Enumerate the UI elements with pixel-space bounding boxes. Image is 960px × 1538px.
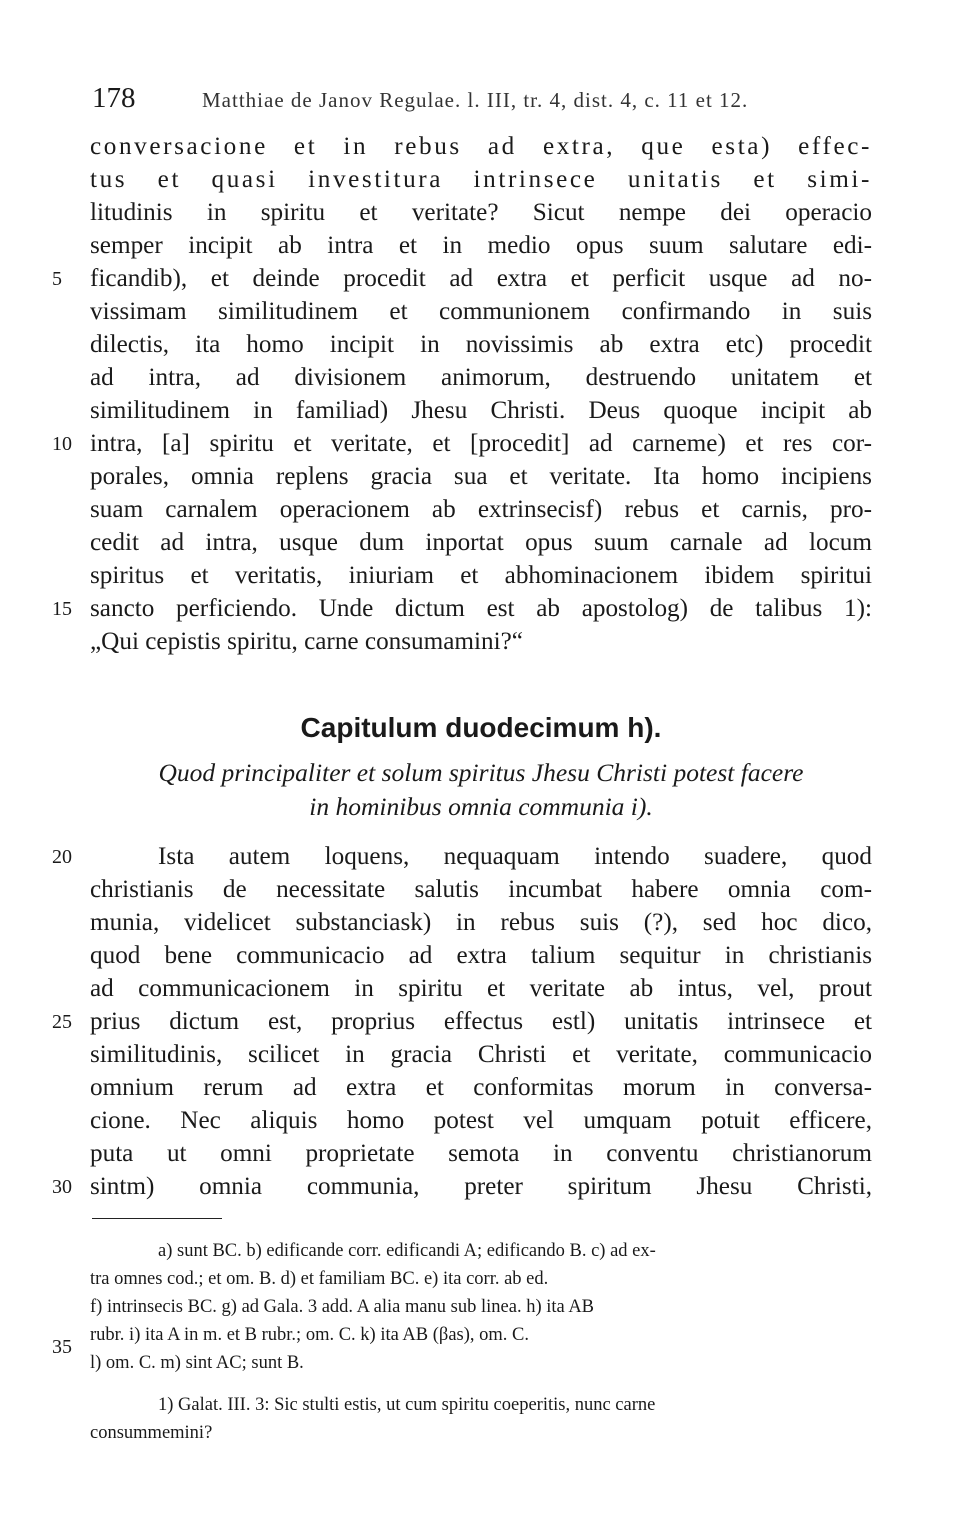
line-number: 30 bbox=[52, 1176, 72, 1198]
text-line: „Qui cepistis spiritu, carne consumamini?“ bbox=[90, 628, 523, 655]
text-line: spiritus et veritatis, iniuriam et abhominacionem ibidem spiritui bbox=[90, 562, 872, 589]
text-line: omnium rerum ad extra et conformitas morum in conversa- bbox=[90, 1074, 872, 1101]
text-line: sancto perficiendo. Unde dictum est ab apostolog) de talibus 1): bbox=[90, 595, 872, 622]
line-number: 35 bbox=[52, 1336, 72, 1358]
running-header bbox=[92, 82, 882, 122]
page-number: 178 bbox=[92, 82, 136, 114]
footnote-line: tra omnes cod.; et om. B. d) et familiam BC. e) ita corr. ab ed. bbox=[90, 1269, 549, 1289]
text-line: semper incipit ab intra et in medio opus suum salutare edi- bbox=[90, 232, 872, 259]
text-line: vissimam similitudinem et communionem confirmando in suis bbox=[90, 298, 872, 325]
text-line: similitudinis, scilicet in gracia Christi et veritate, communicacio bbox=[90, 1041, 872, 1068]
text-line: dilectis, ita homo incipit in novissimis ab extra etc) procedit bbox=[90, 331, 872, 358]
text-line: intra, [a] spiritu et veritate, et [procedit] ad carneme) et res cor- bbox=[90, 430, 872, 457]
footnote-line: l) om. C. m) sint AC; sunt B. bbox=[90, 1353, 304, 1373]
text-line: sintm) omnia communia, preter spiritum Jhesu Christi, bbox=[90, 1173, 872, 1200]
chapter-subtitle: in hominibus omnia communia i). bbox=[309, 792, 653, 821]
text-line: ad communicacionem in spiritu et veritate ab intus, vel, prout bbox=[90, 975, 872, 1002]
text-line: christianis de necessitate salutis incumbat habere omnia com- bbox=[90, 876, 872, 903]
line-number: 15 bbox=[52, 598, 72, 620]
footnote-rule bbox=[92, 1218, 222, 1219]
text-line: prius dictum est, proprius effectus estl) unitatis intrinsece et bbox=[90, 1008, 872, 1035]
text-line: suam carnalem operacionem ab extrinsecisf) rebus et carnis, pro- bbox=[90, 496, 872, 523]
note-line: 1) Galat. III. 3: Sic stulti estis, ut cum spiritu coeperitis, nunc carne bbox=[158, 1395, 656, 1415]
text-line: puta ut omni proprietate semota in conventu christianorum bbox=[90, 1140, 872, 1167]
chapter-subtitle: Quod principaliter et solum spiritus Jhesu Christi potest facere bbox=[158, 758, 804, 787]
line-number: 10 bbox=[52, 433, 72, 455]
text-line: tus et quasi investitura intrinsece unitatis et simi- bbox=[90, 166, 872, 193]
text-line: Ista autem loquens, nequaquam intendo suadere, quod bbox=[158, 843, 872, 870]
text-line: conversacione et in rebus ad extra, que esta) effec- bbox=[90, 133, 872, 160]
text-line: porales, omnia replens gracia sua et veritate. Ita homo incipiens bbox=[90, 463, 872, 490]
running-title: Matthiae de Janov Regulae. l. III, tr. 4, dist. 4, c. 11 et 12. bbox=[202, 88, 749, 112]
text-line: munia, videlicet substanciask) in rebus suis (?), sed hoc dico, bbox=[90, 909, 872, 936]
line-number: 25 bbox=[52, 1011, 72, 1033]
footnote-line: rubr. i) ita A in m. et B rubr.; om. C. k) ita AB (βas), om. C. bbox=[90, 1325, 530, 1345]
line-number: 20 bbox=[52, 846, 72, 868]
note-line: consummemini? bbox=[90, 1423, 213, 1443]
chapter-title: Capitulum duodecimum h). bbox=[300, 712, 662, 743]
text-line: cedit ad intra, usque dum inportat opus suum carnale ad locum bbox=[90, 529, 872, 556]
footnote-line: a) sunt BC. b) edificande corr. edificandi A; edificando B. c) ad ex- bbox=[158, 1241, 656, 1261]
footnote-line: f) intrinsecis BC. g) ad Gala. 3 add. A alia manu sub linea. h) ita AB bbox=[90, 1297, 595, 1317]
text-line: litudinis in spiritu et veritate? Sicut nempe dei operacio bbox=[90, 199, 872, 226]
text-line: ad intra, ad divisionem animorum, destruendo unitatem et bbox=[90, 364, 872, 391]
line-number: 5 bbox=[52, 268, 62, 290]
text-line: cione. Nec aliquis homo potest vel umquam potuit efficere, bbox=[90, 1107, 872, 1134]
text-line: quod bene communicacio ad extra talium sequitur in christianis bbox=[90, 942, 872, 969]
text-line: ficandib), et deinde procedit ad extra et perficit usque ad no- bbox=[90, 265, 872, 292]
text-line: similitudinem in familiad) Jhesu Christi. Deus quoque incipit ab bbox=[90, 397, 872, 424]
